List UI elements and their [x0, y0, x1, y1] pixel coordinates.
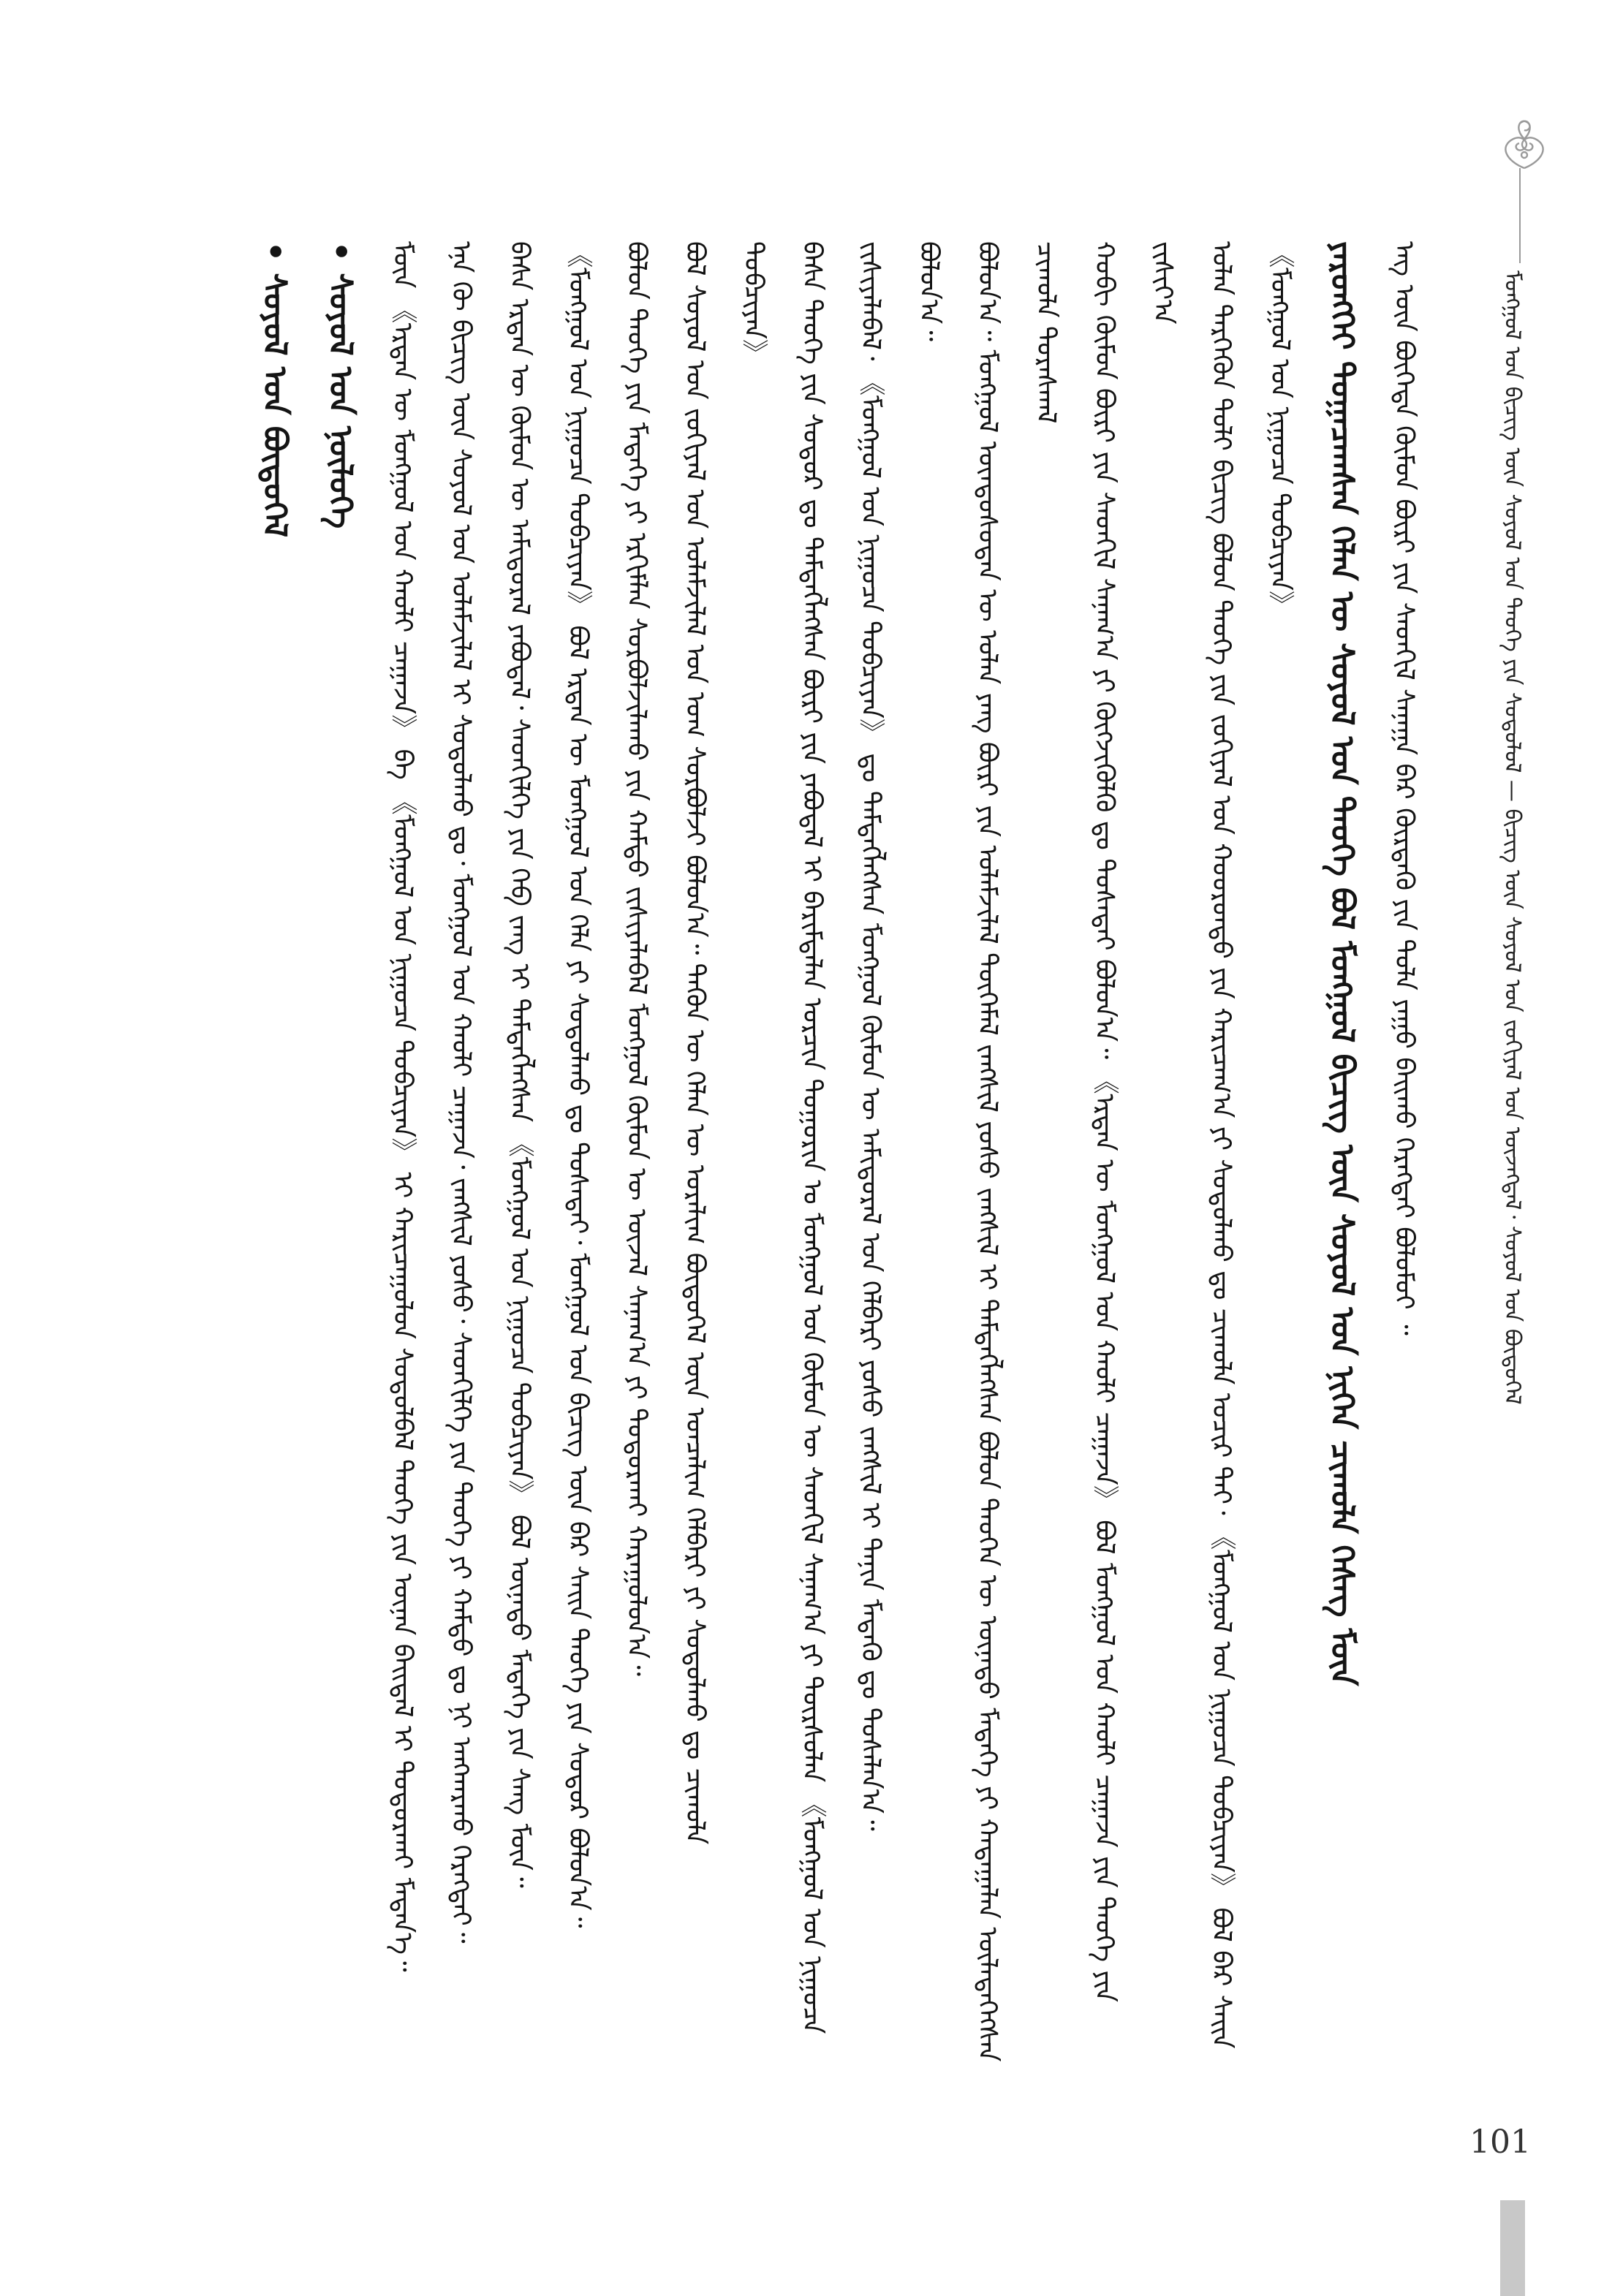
- section-heading: • ᠰᠣᠶᠣᠯ ᠤᠨ ᠪᠦᠲᠦᠭᠡᠯ: [256, 241, 293, 538]
- text-column: ᠡᠩ ᠦᠨ ᠪᠦᠭᠡᠳᠡ ᠬᠦᠮᠦᠨ ᠪᠦᠷᠢ ᠶᠢᠨ ᠰᠡᠳᠬᠢᠯ ᠰᠠᠨᠠᠭᠠ ᠪᠡᠷ ᠬᠦᠷᠲᠡᠬᠦ ᠶᠢᠨ ᠲᠤᠯᠠ ᠶᠠᠭᠤ ᠪᠠᠢ᠌ᠬᠤ ᠬᠡᠷᠡᠭᠲᠡᠢ ᠪᠣᠯᠤᠮᠤᠢ ᠃: [1389, 241, 1419, 1335]
- text-column: ᠪᠣᠯᠤᠨ ᠲᠡᠦᠬᠡ ᠶᠢᠨ ᠮᠡᠳᠡᠭᠡ ᠶᠢ ᠡᠷᠬᠢᠮᠯᠡᠨ ᠰᠤᠷᠪᠤᠯᠵᠢᠯᠠᠬᠤ ᠶᠢᠨ ᠬᠠᠮᠲᠤ ᠵᠢᠱᠢᠶᠡᠯᠡᠪᠡᠯ ᠮᠣᠩᠭᠣᠯ ᠬᠦᠮᠦᠨ ᠦ ᠦᠵᠡᠯ ᠰᠠᠨᠠᠭ᠎ᠠ ᠶᠢ ᠲᠣᠳᠤᠷᠬᠠᠢ ᠬᠠᠷᠠᠭᠤᠯᠤᠨ᠎ᠠ᠃: [621, 241, 651, 1676]
- body-text: [241, 241, 1433, 2069]
- section-heading: • ᠰᠣᠶᠣᠯ ᠤᠨ ᠨᠥᠯᠦᠭᠡ: [322, 241, 359, 529]
- text-column: ᠪᠠᠰᠠ ᠲᠡᠦᠬᠡ ᠶᠢᠨ ᠰᠤᠳᠤᠷ ᠳᠤ ᠲᠡᠮᠳᠡᠭᠯᠡᠭᠰᠡᠨ ᠪᠦᠷᠢ ᠶᠢᠨ ᠶᠠᠪᠤᠳᠠᠯ ᠢ ᠪᠠᠷᠢᠮᠲᠠᠯᠠᠨ ᠣᠷᠴᠢᠨ ᠲᠣᠭᠣᠷᠢᠨ ᠤ ᠮᠣᠩᠭᠣᠯ ᠤᠨ ᠬᠦᠮᠦᠨ ᠦ ᠰᠡᠳᠬᠢᠯ ᠰᠠᠨᠠᠭ᠎ᠠ ᠶᠢ ᠳᠦᠷᠰᠦᠯᠡᠨ 《ᠮᠣᠩᠭᠣᠯ ᠤᠨ ᠨᠢᠭᠤᠴᠠ ᠲᠣᠪᠴᠢᠶᠠᠨ》: [738, 241, 827, 2034]
- text-column: 《ᠮᠣᠩᠭᠣᠯ ᠤᠨ ᠨᠢᠭᠤᠴᠠ ᠲᠣᠪᠴᠢᠶᠠᠨ》: [1265, 241, 1295, 617]
- text-column: ᠪᠠᠰᠠ ᠡᠷᠲᠡᠨ ᠦ ᠬᠦᠮᠦᠨ ᠦ ᠠᠮᠢᠳᠤᠷᠠᠯ ᠶᠠᠪᠤᠳᠠᠯ᠂ ᠰᠡᠳᠬᠢᠯᠭᠡ ᠶᠢᠨ ᠬᠡᠪ ᠵᠠᠩ ᠢ ᠲᠡᠮᠳᠡᠭᠯᠡᠭᠰᠡᠨ 《ᠮᠣᠩᠭᠣᠯ ᠤᠨ ᠨᠢᠭᠤᠴᠠ ᠲᠣᠪᠴᠢᠶᠠᠨ》 ᠪᠣᠯ ᠦᠨᠡᠲᠦ ᠮᠡᠳᠡᠭᠡ ᠶᠢᠨ ᠰᠠᠩ ᠮᠥᠨ᠃: [504, 241, 534, 1888]
- ornament-icon: [1484, 110, 1565, 175]
- text-column: ᠡᠨᠡ ᠬᠦ ᠪᠢᠴᠢᠭ᠌ ᠦᠨ ᠰᠣᠶᠣᠯ ᠤᠨ ᠤᠯᠠᠮᠵᠢᠯᠠᠯ ᠢ ᠰᠤᠳᠤᠯᠬᠤ ᠳᠤ᠂ ᠮᠣᠩᠭᠣᠯ ᠤᠨ ᠬᠠᠤᠯᠢ ᠴᠠᠭᠠᠵᠠ᠂ ᠵᠠᠩᠱᠢᠯ ᠶᠣᠰᠣ᠂ ᠰᠡᠳᠬᠢᠯᠭᠡ ᠶᠢᠨ ᠲᠡᠦᠬᠡ ᠶᠢ ᠬᠠᠮᠲᠤ ᠳᠤ ᠨᠢ ᠠᠩᠬᠠᠷᠬᠤ ᠬᠡᠷᠡᠭᠲᠡᠢ᠃: [446, 241, 476, 1944]
- text-column: ᠪᠣᠯ ᠰᠣᠶᠣᠯ ᠤᠨ ᠵᠣᠬᠢᠶᠠᠯ ᠤᠨ ᠤᠯᠠᠮᠵᠢᠯᠠᠯ ᠤᠨ ᠤᠭ ᠰᠤᠷᠪᠤᠯᠵᠢ ᠪᠣᠯᠤᠨ᠎ᠠ᠃ ᠲᠡᠭᠦᠨ ᠦ ᠬᠡᠯᠡᠨ ᠦ ᠤᠷᠠᠯᠢᠭ ᠪᠦᠲᠦᠭᠡᠯ ᠦᠨ ᠤᠨᠴᠠᠯᠢᠭ ᠬᠡᠯᠪᠡᠷᠢ ᠶᠢ ᠰᠤᠳᠤᠯᠬᠤ ᠳᠤ ᠴᠢᠬᠤᠯᠠ: [680, 241, 710, 1845]
- text-column: ᠣᠯᠠᠨ ᠲᠡᠷᠭᠡᠭᠦᠨ ᠲᠣᠯᠢ ᠪᠢᠴᠢᠭ᠌ ᠪᠣᠯᠤᠨ ᠲᠡᠦᠬᠡ ᠶᠢᠨ ᠵᠣᠬᠢᠶᠠᠯ ᠤᠨ ᠬᠣᠣᠷᠣᠨᠳᠤ ᠶᠢᠨ ᠬᠠᠷᠢᠴᠠᠭ᠎ᠠ ᠶᠢ ᠰᠣᠳᠤᠯᠬᠤ ᠳᠤ ᠴᠢᠬᠤᠯᠠ ᠤᠴᠢᠷ ᠲᠠᠢ᠂ 《ᠮᠣᠩᠭᠣᠯ ᠤᠨ ᠨᠢᠭᠤᠴᠠ ᠲᠣᠪᠴᠢᠶᠠᠨ》 ᠪᠣᠯ ᠪᠠᠷ ᠰᠠᠢ᠌ᠨ ᠵᠢᠱᠢᠶ᠎ᠠ: [1148, 241, 1236, 2049]
- text-column: ᠪᠣᠯᠤᠨ᠎ᠠ᠃ ᠮᠣᠩᠭᠣᠯ ᠦᠨᠳᠦᠰᠦᠲᠡᠨ ᠦ ᠣᠯᠠᠨ ᠶᠠᠩ ᠪᠦᠷᠢ ᠶᠢᠨ ᠤᠯᠠᠮᠵᠢᠯᠠᠯ ᠲᠦᠭᠡᠮᠡᠯ ᠵᠠᠩᠱᠢᠯ ᠶᠣᠰᠣ ᠵᠠᠩᠱᠢᠯ ᠢ ᠲᠡᠮᠳᠡᠭᠯᠡᠭᠰᠡᠨ ᠪᠣᠯᠤᠨ ᠲᠡᠦᠬᠡᠨ ᠦ ᠦᠨᠡᠲᠦ ᠮᠡᠳᠡᠭᠡ ᠶᠢ ᠬᠠᠳᠠᠭᠠᠯᠠᠨ ᠦᠯᠡᠳᠡᠭᠡᠭᠰᠡᠨ ᠪᠣᠯᠤᠨ᠎ᠠ᠃: [914, 241, 1002, 2062]
- header-rule: [1519, 168, 1521, 263]
- text-column: ᠬᠤᠪᠢ ᠬᠦᠮᠦᠨ ᠪᠦᠷᠢ ᠶᠢᠨ ᠰᠡᠳᠬᠢᠯ ᠰᠠᠨᠠᠭ᠎ᠠ ᠶᠢ ᠬᠥᠭᠵᠢᠭᠦᠯᠬᠦ ᠳᠤ ᠲᠤᠰᠠᠲᠠᠢ ᠪᠣᠯᠤᠨ᠎ᠠ᠃ 《ᠡᠷᠲᠡᠨ ᠦ ᠮᠣᠩᠭᠣᠯ ᠤᠨ ᠬᠠᠤᠯᠢ ᠴᠠᠭᠠᠵᠠ》 ᠪᠣᠯ ᠮᠣᠩᠭᠣᠯ ᠤᠨ ᠬᠠᠤᠯᠢ ᠴᠠᠭᠠᠵᠠ ᠶᠢᠨ ᠲᠡᠦᠬᠡ ᠶᠢᠨ ᠴᠢᠬᠤᠯᠠ ᠳᠤᠷᠠᠰᠬᠠᠯ: [1031, 241, 1119, 2003]
- text-column: ᠵᠢᠱᠢᠶᠡᠯᠡᠪᠡᠯ᠂ 《ᠮᠣᠩᠭᠣᠯ ᠤᠨ ᠨᠢᠭᠤᠴᠠ ᠲᠣᠪᠴᠢᠶᠠᠨ》 ᠳᠤ ᠲᠡᠮᠳᠡᠭᠯᠡᠭᠰᠡᠨ ᠮᠣᠩᠭᠣᠯ ᠬᠦᠮᠦᠨ ᠦ ᠠᠮᠢᠳᠤᠷᠠᠯ ᠤᠨ ᠬᠡᠯᠪᠡᠷᠢ ᠶᠣᠰᠣ ᠵᠠᠩᠱᠢᠯ ᠢ ᠲᠠᠨᠢᠨ ᠮᠡᠳᠡᠬᠦ ᠳᠤ ᠲᠤᠰᠠᠯᠠᠨ᠎ᠠ᠃: [855, 241, 885, 1831]
- heading-column: ᠶᠡᠷᠦᠩᠬᠡᠢ ᠲᠣᠭᠠᠴᠠᠭᠰᠠᠨ ᠬᠡᠯᠡᠨ ᠦ ᠰᠣᠶᠣᠯ ᠤᠨ ᠲᠡᠦᠬᠡ ᠪᠣᠯ ᠮᠣᠩᠭᠣᠯ ᠪᠢᠴᠢᠭ᠌ ᠦᠨ ᠰᠣᠶᠣᠯ ᠤᠨ ᠨᠢᠭᠡᠨ ᠴᠢᠬᠤᠯᠠ ᠬᠡᠰᠡᠭ ᠮᠥᠨ: [1323, 241, 1361, 1686]
- text-column: ᠮᠥᠨ 《ᠡᠷᠲᠡᠨ ᠦ ᠮᠣᠩᠭᠣᠯ ᠤᠨ ᠬᠠᠤᠯᠢ ᠴᠠᠭᠠᠵᠠ》 ᠪᠠ 《ᠮᠣᠩᠭᠣᠯ ᠤᠨ ᠨᠢᠭᠤᠴᠠ ᠲᠣᠪᠴᠢᠶᠠᠨ》 ᠢ ᠬᠠᠷᠢᠴᠠᠭᠤᠯᠤᠨ ᠰᠤᠳᠤᠯᠪᠠᠯ ᠲᠡᠦᠬᠡ ᠶᠢᠨ ᠦᠨᠡᠨ ᠪᠠᠢ᠌ᠳᠠᠯ ᠢ ᠲᠣᠳᠤᠷᠬᠠᠢ ᠮᠡᠳᠡᠨ᠎ᠡ᠃: [387, 241, 417, 1972]
- text-column: 《ᠮᠣᠩᠭᠣᠯ ᠤᠨ ᠨᠢᠭᠤᠴᠠ ᠲᠣᠪᠴᠢᠶᠠᠨ》 ᠪᠣᠯ ᠡᠷᠲᠡᠨ ᠦ ᠮᠣᠩᠭᠣᠯ ᠤᠨ ᠬᠡᠯᠡ ᠶᠢ ᠰᠤᠳᠤᠯᠬᠤ ᠳᠤ ᠲᠤᠰᠠᠲᠠᠢ᠂ ᠮᠣᠩᠭᠣᠯ ᠤᠨ ᠪᠢᠴᠢᠭ᠌ ᠦᠨ ᠪᠠᠷ ᠰᠠᠢ᠌ᠨ ᠲᠡᠦᠬᠡ ᠶᠢᠨ ᠰᠤᠳᠤᠷ ᠪᠣᠯᠤᠨ᠎ᠠ᠃: [563, 241, 593, 1928]
- page-number: 101: [1469, 2123, 1531, 2161]
- running-header: ᠮᠣᠩᠭᠣᠯ ᠤᠨ ᠪᠢᠴᠢᠭ᠌ ᠦᠨ ᠰᠣᠶᠣᠯ ᠤᠨ ᠲᠡᠦᠬᠡ ᠶᠢᠨ ᠰᠤᠳᠤᠯᠤᠯ — ᠪᠢᠴᠢᠭ᠌ ᠦᠨ ᠰᠣᠶᠣᠯ ᠤᠨ ᠵᠣᠬᠢᠶᠠᠯ ᠤᠨ ᠦᠵᠡᠭᠳᠡᠯ᠂ ᠰᠣᠶᠣᠯ ᠤᠨ ᠪᠦᠲᠦᠭᠡᠯ: [1499, 270, 1525, 1405]
- thumb-tab: [1500, 2200, 1525, 2296]
